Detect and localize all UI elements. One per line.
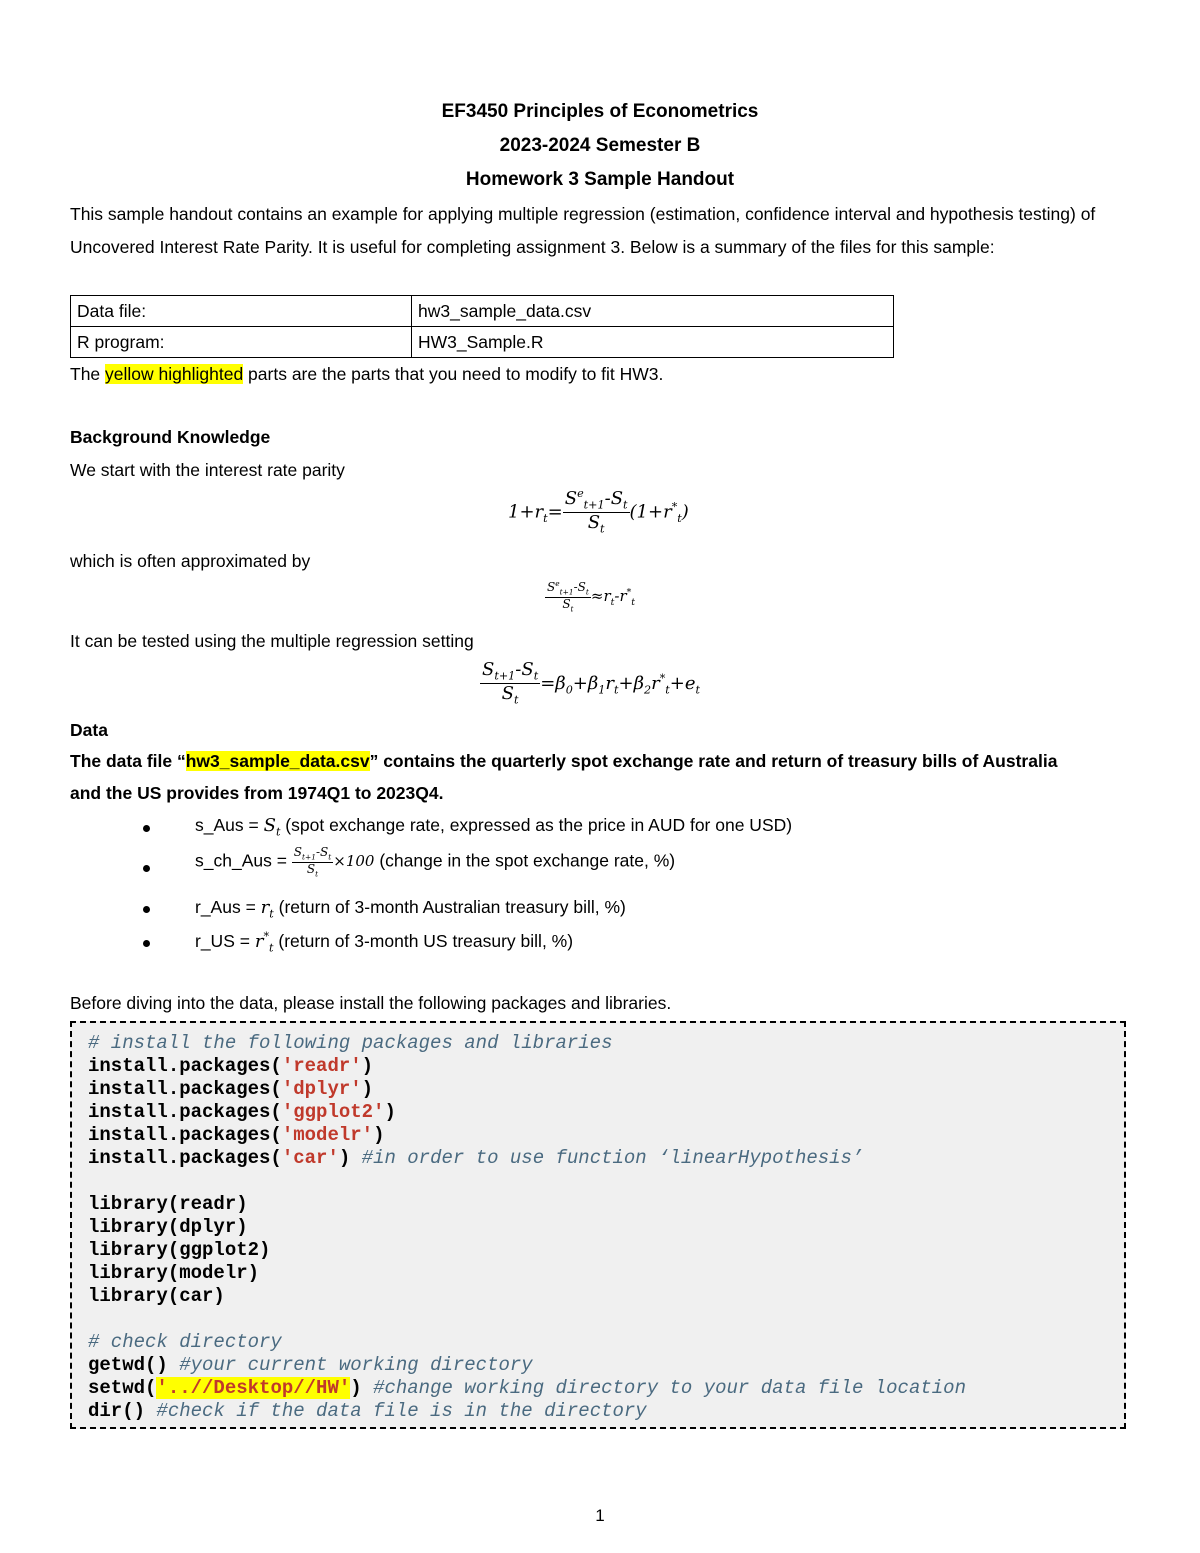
files-table — [70, 295, 894, 358]
data-description-line-1: The data file “hw3_sample_data.csv” contains the quarterly spot exchange rate and return of treasury bills of Australia — [70, 751, 1058, 771]
page-number: 1 — [595, 1506, 605, 1525]
list-item: s_ch_Aus = $\frac{S_{t+1}-S_t}{S_t}$ ×100 (change in the spot exchange rate, %) — [195, 845, 676, 879]
handout-title: Homework 3 Sample Handout — [465, 169, 735, 190]
list-item: r_US = $r^*_t$ (return of 3-month US treasury bill, %) — [195, 930, 574, 955]
bullet-icon — [143, 940, 150, 947]
bullet-icon — [143, 906, 150, 913]
background-heading: Background Knowledge — [70, 427, 271, 447]
semester-title: 2023-2024 Semester B — [499, 135, 701, 156]
code-line: library(readr) — [88, 1193, 248, 1215]
data-heading: Data — [70, 720, 108, 740]
background-line-1: We start with the interest rate parity — [70, 460, 345, 480]
highlight-note: The yellow highlighted parts are the parts that you need to modify to fit HW3. — [70, 364, 664, 384]
data-description-line-2: and the US provides from 1974Q1 to 2023Q4. — [70, 783, 444, 803]
list-item: s_Aus = $S_t$ (spot exchange rate, expressed as the price in AUD for one USD) — [195, 815, 793, 839]
equation-interest-parity: $1+r_t=$ $\frac{S^e_{t+1}-S_t}{S_t}$ $(1+r^*_t)$ — [508, 487, 689, 537]
code-line: library(ggplot2) — [88, 1239, 271, 1261]
highlight-text: yellow highlighted — [105, 364, 244, 384]
equation-approximation: $\frac{S^e_{t+1}-S_t}{S_t}$ $\approx r_t-r^*_t$ — [547, 579, 636, 614]
code-line: library(car) — [88, 1285, 225, 1307]
table-row — [71, 327, 894, 358]
code-line: library(dplyr) — [88, 1216, 248, 1238]
data-file-name: hw3_sample_data.csv — [185, 751, 370, 771]
install-note: Before diving into the data, please install the following packages and libraries. — [70, 993, 672, 1013]
code-line: # install the following packages and libraries — [88, 1032, 613, 1054]
code-block — [70, 1021, 1126, 1429]
code-line: dir() #check if the data file is in the directory — [88, 1400, 647, 1422]
code-line: # check directory — [88, 1331, 282, 1353]
code-line: install.packages('modelr') — [88, 1124, 385, 1146]
table-cell-label: R program: — [71, 327, 412, 358]
background-line-2: which is often approximated by — [70, 551, 311, 571]
bullet-icon — [143, 865, 150, 872]
intro-paragraph: This sample handout contains an example for applying multiple regression (estimation, confidence interval and hypothesis testing) of Uncovered Interest Rate Parity. It is useful for completing assignment 3. Below is a summary of the files for this sample: — [70, 204, 1096, 257]
course-title: EF3450 Principles of Econometrics — [441, 101, 759, 122]
bullet-icon — [143, 825, 150, 832]
code-line: library(modelr) — [88, 1262, 260, 1284]
code-line: install.packages('ggplot2') — [88, 1101, 396, 1123]
table-cell-value: hw3_sample_data.csv — [412, 296, 894, 327]
code-line: install.packages('dplyr') — [88, 1078, 374, 1100]
table-row — [71, 296, 894, 327]
code-line: getwd() #your current working directory — [88, 1354, 533, 1376]
code-line: setwd('..//Desktop//HW') #change working directory to your data file location — [88, 1377, 966, 1399]
equation-regression: $\frac{S_{t+1}-S_t}{S_t}$ $=\beta_0+\beta_1r_t+\beta_2r^*_t+e_t$ — [482, 659, 700, 708]
table-cell-value: HW3_Sample.R — [412, 327, 894, 358]
code-line: install.packages('readr') — [88, 1055, 374, 1077]
code-line: install.packages('car') #in order to use function ‘linearHypothesis’ — [88, 1147, 864, 1169]
table-cell-label: Data file: — [71, 296, 412, 327]
list-item: r_Aus = $r_t$ (return of 3-month Australian treasury bill, %) — [195, 897, 626, 921]
background-line-3: It can be tested using the multiple regression setting — [70, 631, 474, 651]
